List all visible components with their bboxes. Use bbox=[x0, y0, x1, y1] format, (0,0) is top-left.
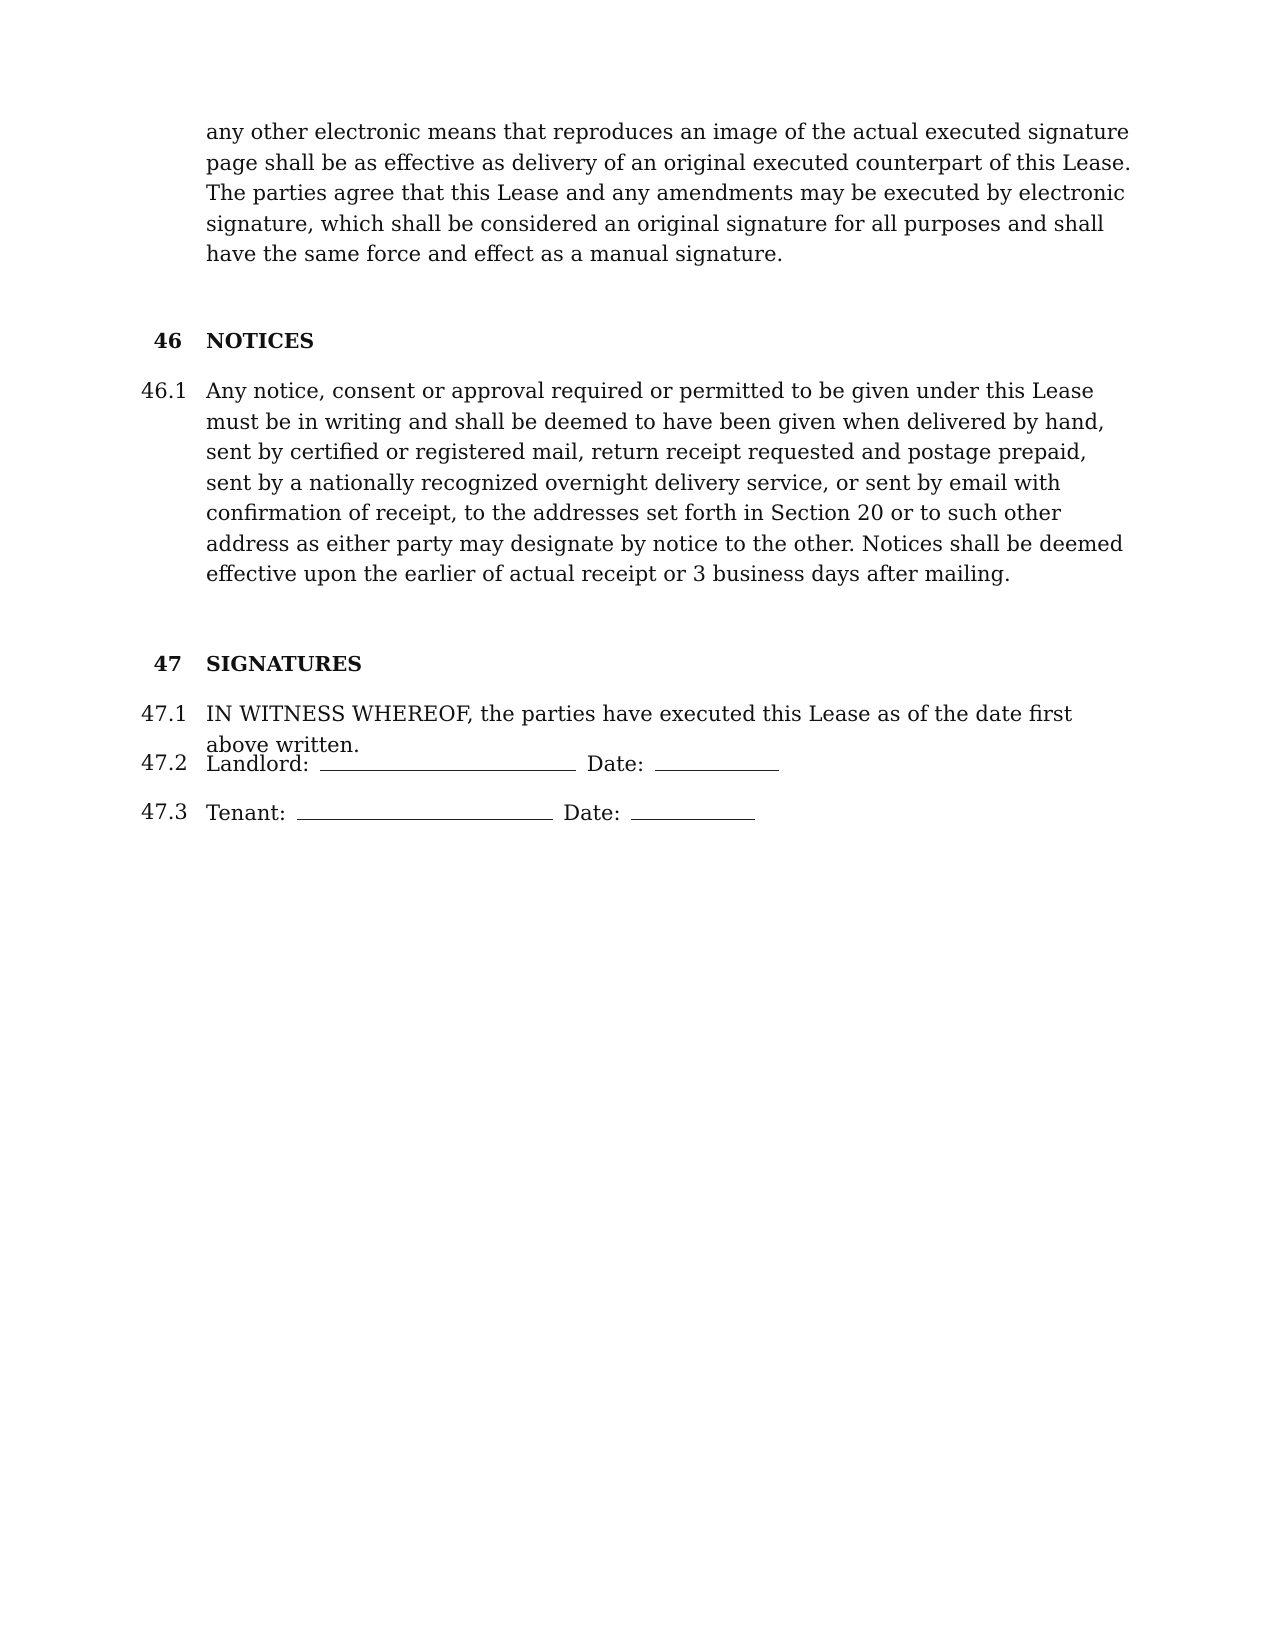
clause-text: IN WITNESS WHEREOF, the parties have executed this Lease as of the date first above written. bbox=[206, 702, 1073, 757]
clause-number: 47.1 bbox=[141, 702, 188, 726]
section-heading-signatures bbox=[0, 649, 1275, 679]
continuation-paragraph: any other electronic means that reproduces an image of the actual executed signature page shall be as effective as delivery of an original executed counterpart of this Lease. The parties agree that this Lease and any amendments may be executed by electronic signature, which shall be considered an original signature for all purposes and shall have the same force and effect as a manual signature. bbox=[206, 120, 1132, 266]
section-number: 47 bbox=[153, 652, 182, 676]
section-title: NOTICES bbox=[206, 329, 315, 353]
tenant-date-line[interactable] bbox=[631, 797, 755, 820]
section-title: SIGNATURES bbox=[206, 652, 363, 676]
clause-number: 47.3 bbox=[141, 800, 188, 824]
section-heading-notices bbox=[0, 326, 1275, 356]
tenant-label: Tenant: bbox=[206, 801, 286, 825]
landlord-label: Landlord: bbox=[206, 752, 310, 776]
signature-line-row bbox=[206, 797, 1131, 829]
signature-line-row bbox=[206, 748, 1131, 780]
landlord-date-line[interactable] bbox=[655, 748, 779, 771]
clause-number: 47.2 bbox=[141, 751, 188, 775]
clause-number: 46.1 bbox=[141, 379, 188, 403]
date-label: Date: bbox=[563, 801, 621, 825]
tenant-signature-line[interactable] bbox=[297, 797, 553, 820]
section-number: 46 bbox=[153, 329, 182, 353]
clause-text: Any notice, consent or approval required or permitted to be given under this Lease must be in writing and shall be deemed to have been given when delivered by hand, sent by certified or registered mail, return receipt requested and postage prepaid, sent by a nationally recognized overnight delivery service, or sent by email with confirmation of receipt, to the addresses set forth in Section 20 or to such other address as either party may designate by notice to the other. Notices shall be deemed effective upon the earlier of actual receipt or 3 business days after mailing. bbox=[206, 379, 1124, 586]
date-label: Date: bbox=[586, 752, 645, 776]
landlord-signature-line[interactable] bbox=[320, 748, 576, 771]
